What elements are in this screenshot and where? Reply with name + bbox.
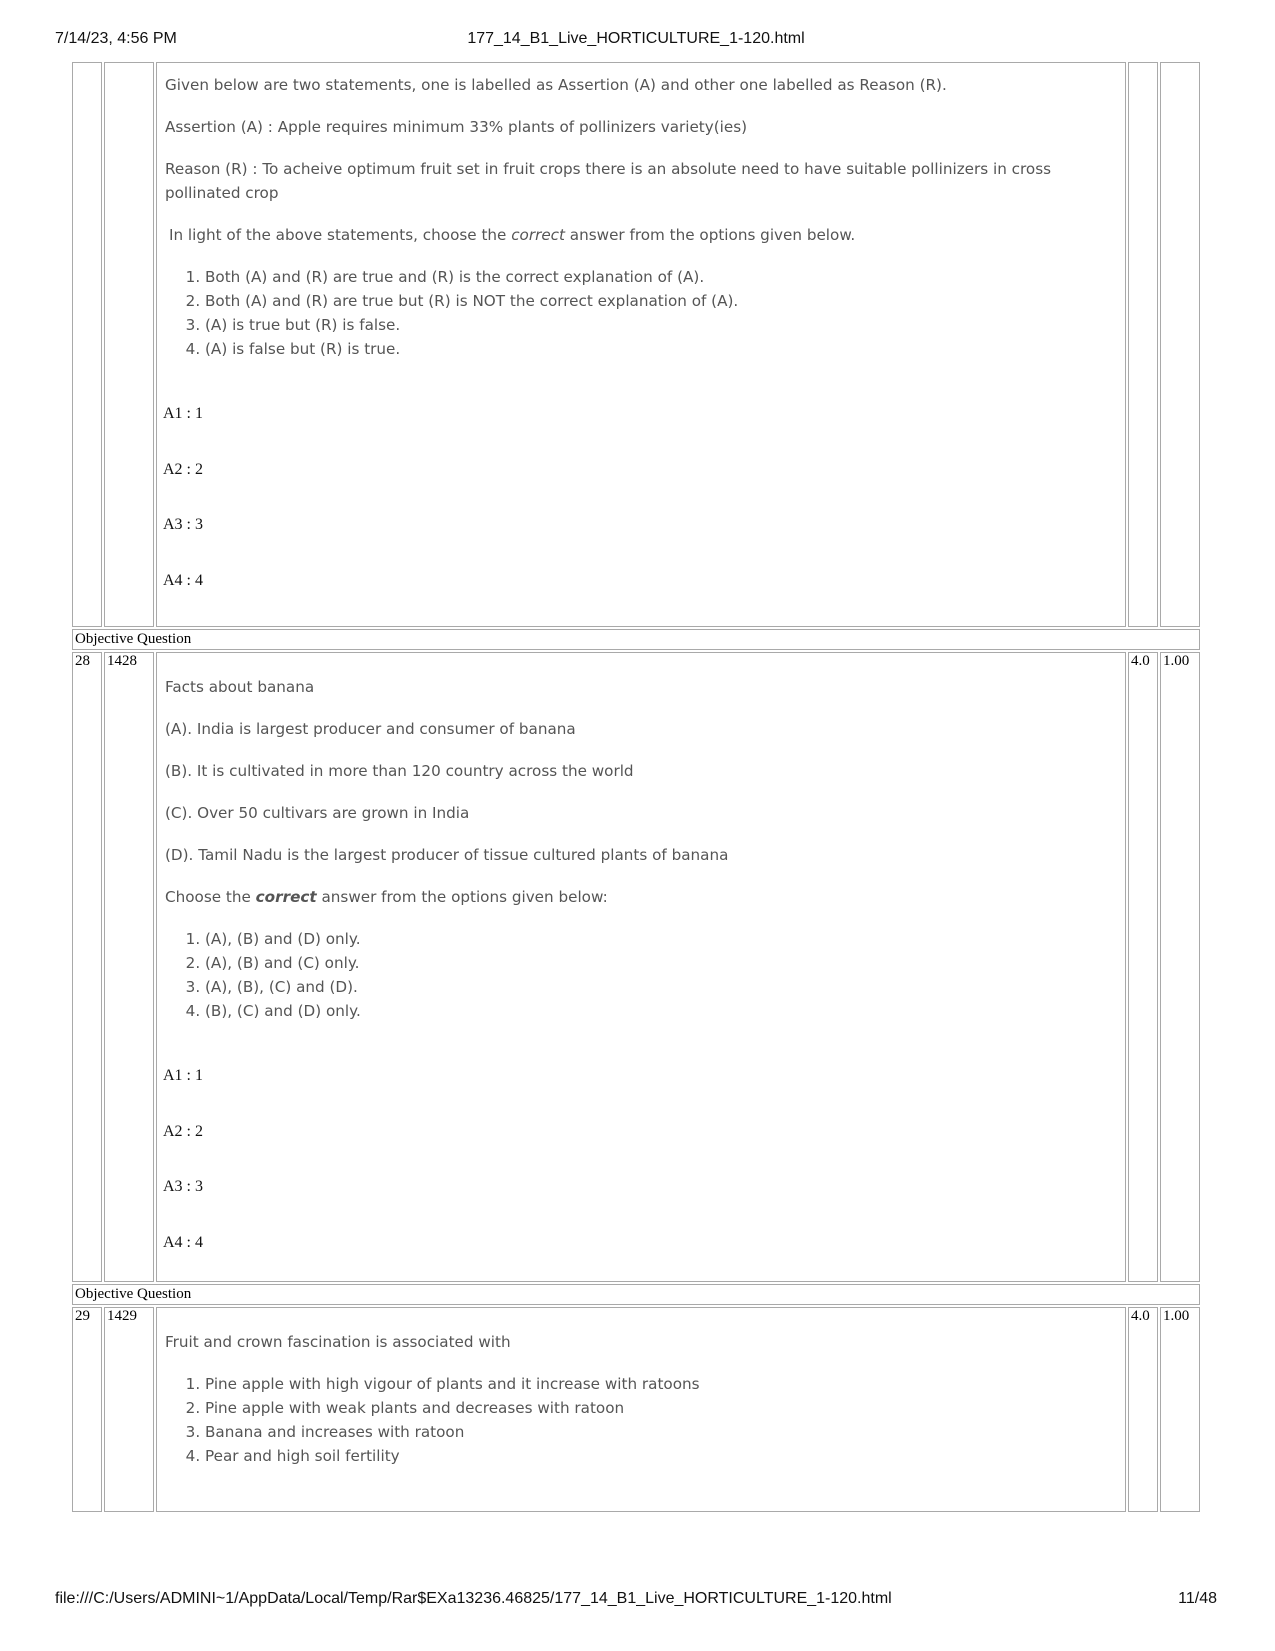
answer-option: A2 : 2	[163, 1122, 203, 1140]
section-row	[72, 1284, 1200, 1305]
option-item: 2. Both (A) and (R) are true but (R) is NOT the correct explanation of (A).	[205, 289, 1115, 313]
option-list	[165, 927, 1115, 1023]
question-row-28	[72, 652, 1200, 1282]
question-table	[70, 60, 1202, 1514]
option-item: 3. (A), (B), (C) and (D).	[205, 975, 1115, 999]
option-item: 1. Both (A) and (R) are true and (R) is the correct explanation of (A).	[205, 265, 1115, 289]
page-header	[55, 30, 1217, 52]
negative-marks: 1.00	[1160, 652, 1200, 1282]
answer-option: A3 : 3	[163, 516, 203, 533]
question-row-29	[72, 1307, 1200, 1512]
statement-c: (C). Over 50 cultivars are grown in India	[165, 804, 470, 822]
answer-option: A4 : 4	[163, 1233, 203, 1251]
question-text	[159, 653, 1123, 1031]
print-datetime: 7/14/23, 4:56 PM	[55, 30, 177, 47]
answer-list	[159, 369, 1123, 608]
page-number: 11/48	[1178, 1590, 1217, 1607]
question-number: 29	[72, 1307, 102, 1512]
question-text	[159, 63, 1123, 369]
assertion-text: Assertion (A) : Apple requires minimum 33% plants of pollinizers variety(ies)	[165, 118, 748, 136]
statement-d: (D). Tamil Nadu is the largest producer of tissue cultured plants of banana	[165, 846, 729, 864]
answer-option: A1 : 1	[163, 405, 203, 422]
section-label: Objective Question	[72, 629, 1200, 650]
option-item: 4. Pear and high soil fertility	[205, 1444, 1115, 1468]
question-title: Facts about banana	[165, 678, 315, 696]
option-item: 2. Pine apple with weak plants and decreases with ratoon	[205, 1396, 1115, 1420]
question-sheet	[70, 60, 1202, 1514]
question-id-cell	[104, 62, 154, 627]
option-item: 1. (A), (B) and (D) only.	[205, 927, 1115, 951]
question-instruction: Choose the correct answer from the options given below:	[165, 888, 608, 906]
option-item: 3. Banana and increases with ratoon	[205, 1420, 1115, 1444]
question-text	[159, 1308, 1123, 1476]
statement-a: (A). India is largest producer and consumer of banana	[165, 720, 576, 738]
option-item: 2. (A), (B) and (C) only.	[205, 951, 1115, 975]
option-list	[165, 1372, 1115, 1468]
option-item: 3. (A) is true but (R) is false.	[205, 313, 1115, 337]
question-body-cell	[156, 1307, 1126, 1512]
document-title: 177_14_B1_Live_HORTICULTURE_1-120.html	[467, 30, 805, 47]
question-number: 28	[72, 652, 102, 1282]
option-item: 1. Pine apple with high vigour of plants and it increase with ratoons	[205, 1372, 1115, 1396]
page-footer	[55, 1590, 1217, 1612]
negative-marks-cell	[1160, 62, 1200, 627]
answer-list	[159, 1031, 1123, 1270]
question-row-continued	[72, 62, 1200, 627]
section-label: Objective Question	[72, 1284, 1200, 1305]
question-instruction: In light of the above statements, choose the correct answer from the options given below.	[169, 226, 856, 244]
negative-marks: 1.00	[1160, 1307, 1200, 1512]
marks: 4.0	[1128, 652, 1158, 1282]
question-body-cell	[156, 62, 1126, 627]
question-id: 1429	[104, 1307, 154, 1512]
option-item: 4. (A) is false but (R) is true.	[205, 337, 1115, 361]
marks-cell	[1128, 62, 1158, 627]
question-id: 1428	[104, 652, 154, 1282]
question-title: Fruit and crown fascination is associated with	[165, 1333, 511, 1351]
answer-option: A1 : 1	[163, 1067, 203, 1084]
question-intro: Given below are two statements, one is labelled as Assertion (A) and other one labelled as Reason (R).	[165, 76, 947, 94]
marks: 4.0	[1128, 1307, 1158, 1512]
answer-option: A3 : 3	[163, 1178, 203, 1195]
file-path: file:///C:/Users/ADMINI~1/AppData/Local/Temp/Rar$EXa13236.46825/177_14_B1_Live_HORTICULTURE_1-120.html	[55, 1590, 892, 1607]
statement-b: (B). It is cultivated in more than 120 country across the world	[165, 762, 634, 780]
option-list	[165, 265, 1115, 361]
question-body-cell	[156, 652, 1126, 1282]
answer-option: A2 : 2	[163, 460, 203, 478]
option-item: 4. (B), (C) and (D) only.	[205, 999, 1115, 1023]
section-row	[72, 629, 1200, 650]
reason-text: Reason (R) : To acheive optimum fruit set in fruit crops there is an absolute need to have suitable pollinizers in cross pollinated crop	[165, 160, 1052, 202]
question-number-cell	[72, 62, 102, 627]
answer-option: A4 : 4	[163, 571, 203, 589]
